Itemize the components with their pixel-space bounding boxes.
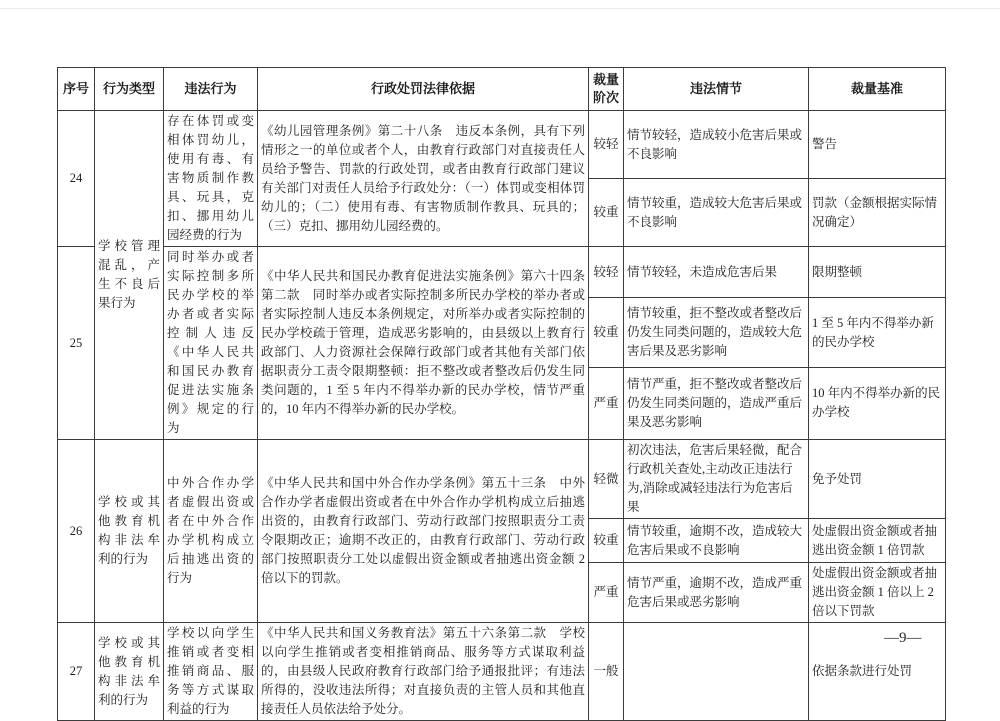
row-24-sub-1-standard: 警告 [809,111,946,179]
col-header-seq: 序号 [58,68,95,111]
col-header-behavior-type: 行为类型 [95,68,164,111]
row-27-legal-basis: 《中华人民共和国义务教育法》第五十六条第二款 学校以向学生推销或者变相推销商品、服务等方式谋取利益的，由县级人民政府教育行政部门给予通报批评；有违法所得的，没收违法所得；对直接负责的主管人员和其他直接责任人员依法给予处分。 [258,623,589,721]
row-24-sub-2-standard: 罚款（金额根据实际情况确定） [809,179,946,247]
row-26-sub-1-level: 轻微 [589,440,624,519]
page-number: —9— [884,630,922,646]
col-header-discretion-level: 裁量阶次 [589,68,624,111]
col-header-circumstances: 违法情节 [624,68,809,111]
table-row [58,247,946,298]
row-26-legal-basis: 《中华人民共和国中外合作办学条例》第五十三条 中外合作办学者虚假出资或者在中外合作办学机构成立后抽逃出资的，由教育行政部门、劳动行政部门按照职责分工责令限期改正；逾期不改正的，由教育行政部门、劳动行政部门按照职责分工处以虚假出资金额或者抽逃出资金额 2 倍以下的罚款。 [258,440,589,623]
row-26-sub-2-circumstance: 情节较重，逾期不改，造成较大危害后果或不良影响 [624,519,809,563]
header-row [58,68,946,111]
row-25-sub-1-level: 较轻 [589,247,624,298]
row-26-sub-2-standard: 处虚假出资金额或者抽逃出资金额 1 倍罚款 [809,519,946,563]
row-27-sub-1-level: 一般 [589,623,624,721]
row-27-seq: 27 [58,623,95,721]
row-24-seq: 24 [58,111,95,247]
row-24-legal-basis: 《幼儿园管理条例》第二十八条 违反本条例，具有下列情形之一的单位或者个人，由教育行政部门对直接责任人员给予警告、罚款的行政处罚，或者由教育行政部门建议有关部门对责任人员给予行政处分：（一）体罚或变相体罚幼儿的；（二）使用有毒、有害物质制作教具、玩具的；（三）克扣、挪用幼儿园经费的。 [258,111,589,247]
row-26-behavior-type: 学校或其他教育机构非法牟利的行为 [95,440,164,623]
row-25-sub-2-level: 较重 [589,298,624,368]
penalty-discretion-table [57,67,946,721]
row-26-illegal-act: 中外合作办学者虚假出资或者在中外合作办学机构成立后抽逃出资的行为 [164,440,258,623]
behavior-type-merged-24-25: 学校管理混乱，产生不良后果行为 [95,111,164,440]
col-header-legal-basis: 行政处罚法律依据 [258,68,589,111]
row-25-sub-3-circumstance: 情节严重，拒不整改或者整改后仍发生同类问题的，造成严重后果及恶劣影响 [624,367,809,439]
row-25-sub-2-circumstance: 情节较重，拒不整改或者整改后仍发生同类问题的，造成较大危害后果及恶劣影响 [624,298,809,368]
row-25-sub-1-circumstance: 情节较轻，未造成危害后果 [624,247,809,298]
row-24-sub-2-level: 较重 [589,179,624,247]
row-26-sub-3-circumstance: 情节严重，逾期不改，造成严重危害后果或恶劣影响 [624,563,809,623]
row-26-seq: 26 [58,440,95,623]
row-26-sub-3-standard: 处虚假出资金额或者抽逃出资金额 1 倍以上 2 倍以下罚款 [809,563,946,623]
table-row [58,440,946,519]
row-25-sub-2-standard: 1 至 5 年内不得举办新的民办学校 [809,298,946,368]
row-24-sub-2-circumstance: 情节较重，造成较大危害后果或不良影响 [624,179,809,247]
row-27-sub-1-standard: 依据条款进行处罚 [809,623,946,721]
row-26-sub-1-circumstance: 初次违法，危害后果轻微，配合行政机关查处,主动改正违法行为,消除或减轻违法行为危害后果 [624,440,809,519]
row-24-sub-1-circumstance: 情节较轻，造成较小危害后果或不良影响 [624,111,809,179]
row-24-sub-1-level: 较轻 [589,111,624,179]
row-26-sub-2-level: 较重 [589,519,624,563]
row-25-sub-3-level: 严重 [589,367,624,439]
row-25-seq: 25 [58,247,95,440]
col-header-standard: 裁量基准 [809,68,946,111]
row-26-sub-1-standard: 免予处罚 [809,440,946,519]
row-25-sub-3-standard: 10 年内不得举办新的民办学校 [809,367,946,439]
row-24-illegal-act: 存在体罚或变相体罚幼儿，使用有毒、有害物质制作教具、玩具，克扣、挪用幼儿园经费的行为 [164,111,258,247]
row-27-illegal-act: 学校以向学生推销或者变相推销商品、服务等方式谋取利益的行为 [164,623,258,721]
row-25-illegal-act: 同时举办或者实际控制多所民办学校的举办者或者实际控制人违反《中华人民共和国民办教育促进法实施条例》规定的行为 [164,247,258,440]
row-25-sub-1-standard: 限期整顿 [809,247,946,298]
col-header-illegal-act: 违法行为 [164,68,258,111]
row-27-behavior-type: 学校或其他教育机构非法牟利的行为 [95,623,164,721]
row-25-legal-basis: 《中华人民共和国民办教育促进法实施条例》第六十四条第二款 同时举办或者实际控制多所民办学校的举办者或者实际控制人违反本条例规定，对所举办或者实际控制的民办学校疏于管理，造成恶劣影响的，由县级以上教育行政部门、人力资源社会保障行政部门或者其他有关部门依据职责分工责令限期整顿：拒不整改或者整改后仍发生同类问题的，1 至 5 年内不得举办新的民办学校，情节严重的，10 年内不得举办新的民办学校。 [258,247,589,440]
table-row [58,111,946,179]
row-26-sub-3-level: 严重 [589,563,624,623]
page-top-edge [0,8,1000,9]
